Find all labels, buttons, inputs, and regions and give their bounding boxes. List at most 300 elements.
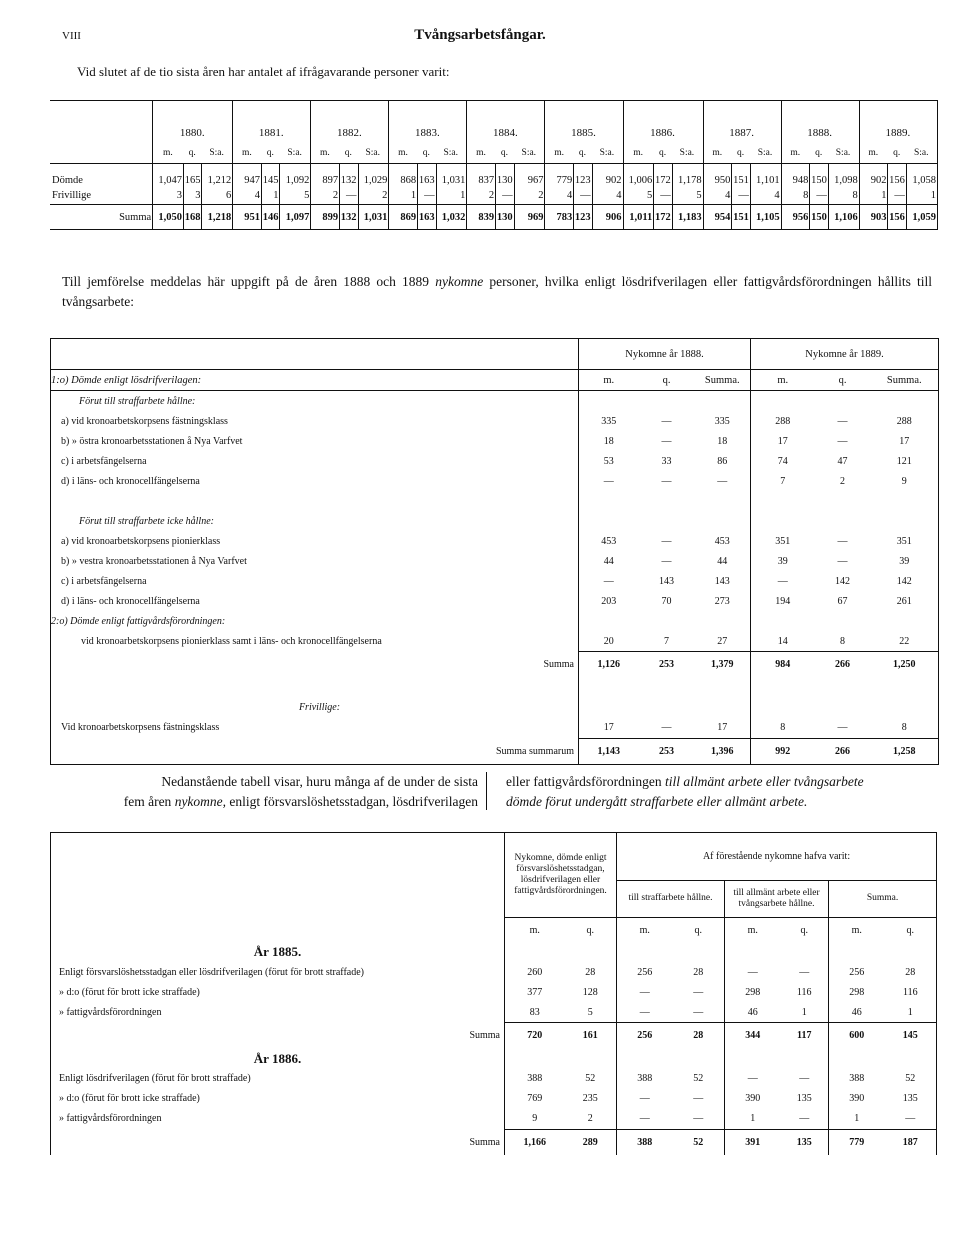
empty-cell xyxy=(751,511,815,531)
cell: 163 xyxy=(418,205,436,230)
subcol-header: S:a. xyxy=(358,143,389,164)
mq-header: q. xyxy=(673,918,725,943)
cell: 146 xyxy=(262,205,280,230)
data-cell: 8 xyxy=(871,718,939,739)
cell: 4 xyxy=(545,186,574,205)
data-cell: 46 xyxy=(747,1006,758,1018)
data-cell: 377 xyxy=(505,982,565,1002)
cell: 868 xyxy=(389,164,418,187)
subcol-header: q. xyxy=(418,143,436,164)
summa-summarum-cell: 1,258 xyxy=(871,738,939,765)
data-row-label: a) vid kronoarbetskorpsens pionierklass xyxy=(51,531,579,551)
year-header: 1887. xyxy=(703,101,781,144)
decade-table xyxy=(50,100,938,230)
data-cell: 7 xyxy=(664,635,669,647)
group-header: Nykomne år 1889. xyxy=(751,339,939,370)
sub-header: Summa. xyxy=(829,880,937,917)
data-cell: 52 xyxy=(885,1069,937,1089)
subcol-header: m. xyxy=(153,143,184,164)
cell: 902 xyxy=(859,164,888,187)
data-cell: 28 xyxy=(565,962,617,982)
cell: 8 xyxy=(828,186,859,205)
subsection-title: Förut till straffarbete hållne: xyxy=(51,391,579,412)
data-row-label: c) i arbetsfängelserna xyxy=(51,451,579,471)
cell: 123 xyxy=(574,205,592,230)
cell: 3 xyxy=(153,186,184,205)
cell: 954 xyxy=(703,205,732,230)
subcol-header: S:a. xyxy=(828,143,859,164)
empty-cell xyxy=(639,511,695,531)
data-cell: — xyxy=(673,1109,725,1130)
data-cell: 351 xyxy=(751,531,815,551)
cell: 897 xyxy=(311,164,340,187)
empty-cell xyxy=(751,698,815,718)
empty-cell xyxy=(639,391,695,412)
cell: 1,031 xyxy=(358,205,389,230)
cell: 1,032 xyxy=(436,205,467,230)
subcol-header: q. xyxy=(262,143,280,164)
empty-cell xyxy=(815,391,871,412)
empty-cell xyxy=(639,678,695,698)
empty-cell xyxy=(871,511,939,531)
data-row-label: Vid kronoarbetskorpsens fästningsklass xyxy=(51,718,579,739)
data-cell: 261 xyxy=(871,591,939,611)
cell: 948 xyxy=(781,164,810,187)
data-cell: 335 xyxy=(695,411,751,431)
empty-cell xyxy=(695,611,751,631)
data-cell: — xyxy=(837,535,848,547)
data-row-label: Enligt lösdrifverilagen (förut för brott straffade) xyxy=(51,1069,505,1089)
t1-corner xyxy=(50,101,153,144)
cell: 1 xyxy=(859,186,888,205)
year-label: År 1886. xyxy=(51,1049,505,1069)
right-line-2: dömde förut undergått straffarbete eller allmänt arbete. xyxy=(506,794,808,809)
data-cell: 388 xyxy=(637,1073,653,1084)
subcol-header: S:a. xyxy=(750,143,781,164)
subcol-header: q. xyxy=(732,143,750,164)
cell: 150 xyxy=(810,205,828,230)
empty-cell xyxy=(505,942,565,962)
data-cell: 1 xyxy=(854,1113,860,1124)
col1-header: Nykomne, dömde enligt försvarslöshetsstadgan, lösdrifverilagen eller fattigvårdsförordningen. xyxy=(505,833,617,918)
cell: 1,105 xyxy=(750,205,781,230)
cell: 163 xyxy=(418,164,436,187)
data-row-label: a) vid kronoarbetskorpsens fästningsklass xyxy=(51,411,579,431)
data-cell: 7 xyxy=(751,471,815,491)
subcol-header: m. xyxy=(311,143,340,164)
cell: 3 xyxy=(183,186,201,205)
cell: 906 xyxy=(592,205,623,230)
t3-corner xyxy=(51,918,505,943)
data-cell: 256 xyxy=(637,966,653,978)
data-cell: 39 xyxy=(871,551,939,571)
section-1-title: 1:o) Dömde enligt lösdrifverilagen: xyxy=(51,370,579,391)
cell: 1,092 xyxy=(280,164,311,187)
cell: 145 xyxy=(262,164,280,187)
cell: 5 xyxy=(623,186,654,205)
cell: 1,050 xyxy=(153,205,184,230)
column-header: q. xyxy=(639,370,695,391)
cell: 947 xyxy=(233,164,262,187)
page-number: VIII xyxy=(62,30,81,42)
summa-cell: 52 xyxy=(673,1129,725,1155)
subcol-header: S:a. xyxy=(514,143,545,164)
data-cell: — xyxy=(781,962,829,982)
data-cell: 1 xyxy=(750,1113,756,1124)
comparison-paragraph xyxy=(62,272,932,312)
cell: 2 xyxy=(514,186,545,205)
cell: 1,106 xyxy=(828,205,859,230)
data-cell: 9 xyxy=(505,1109,565,1130)
data-cell: 135 xyxy=(885,1089,937,1109)
empty-cell xyxy=(565,1049,617,1069)
cell: 1,097 xyxy=(280,205,311,230)
column-header: Summa. xyxy=(871,370,939,391)
data-cell: — xyxy=(661,722,672,733)
cell: 903 xyxy=(859,205,888,230)
cell: 5 xyxy=(672,186,703,205)
data-cell: — xyxy=(639,986,650,998)
data-cell: — xyxy=(751,571,815,591)
empty-cell xyxy=(695,491,751,511)
cell: 1,031 xyxy=(436,164,467,187)
column-header: m. xyxy=(579,370,639,391)
data-cell: 288 xyxy=(871,411,939,431)
subcol-header: m. xyxy=(467,143,496,164)
data-cell: 273 xyxy=(695,591,751,611)
subcol-header: q. xyxy=(574,143,592,164)
mq-header: m. xyxy=(639,924,650,936)
empty-cell xyxy=(871,391,939,412)
summa-cell: 135 xyxy=(781,1129,829,1155)
year-header: 1882. xyxy=(311,101,389,144)
empty-cell xyxy=(565,942,617,962)
empty-cell xyxy=(579,391,639,412)
cell: 969 xyxy=(514,205,545,230)
data-cell: 388 xyxy=(849,1073,865,1084)
table3-intro-right xyxy=(506,772,930,812)
data-cell: 9 xyxy=(871,471,939,491)
data-cell: 18 xyxy=(695,431,751,451)
empty-cell xyxy=(829,942,885,962)
summa-summarum-cell: 1,143 xyxy=(579,738,639,765)
data-cell: 128 xyxy=(565,982,617,1002)
data-cell: — xyxy=(695,471,751,491)
data-cell: 453 xyxy=(695,531,751,551)
subcol-header: m. xyxy=(623,143,654,164)
data-cell: — xyxy=(661,435,672,447)
data-cell: 390 xyxy=(745,1093,761,1104)
data-cell: 203 xyxy=(601,595,617,607)
cell: 4 xyxy=(750,186,781,205)
data-cell: — xyxy=(639,1006,650,1018)
year-header: 1883. xyxy=(389,101,467,144)
data-cell: — xyxy=(673,982,725,1002)
subcol-header: q. xyxy=(183,143,201,164)
column-divider xyxy=(486,772,487,810)
data-cell: — xyxy=(837,722,848,733)
empty-cell xyxy=(829,1049,885,1069)
sub-header: till straffarbete hållne. xyxy=(617,880,725,917)
para1-italic: nykomne xyxy=(435,274,484,289)
subcol-header: q. xyxy=(496,143,514,164)
subcol-header: m. xyxy=(781,143,810,164)
subcol-header: S:a. xyxy=(280,143,311,164)
cell: 1,059 xyxy=(906,205,937,230)
summa-cell: 28 xyxy=(673,1023,725,1049)
data-cell: 769 xyxy=(505,1089,565,1109)
cell: 1,058 xyxy=(906,164,937,187)
summa-summarum-cell: 253 xyxy=(639,738,695,765)
data-cell: 116 xyxy=(885,982,937,1002)
cell: 1 xyxy=(906,186,937,205)
empty-cell xyxy=(751,491,815,511)
data-cell: 39 xyxy=(751,551,815,571)
cell: 172 xyxy=(654,205,672,230)
subcol-header: m. xyxy=(703,143,732,164)
data-cell: 390 xyxy=(849,1093,865,1104)
table3-intro-left xyxy=(62,772,478,812)
data-cell: 86 xyxy=(695,451,751,471)
summa-cell: 1,126 xyxy=(579,652,639,678)
spacer xyxy=(51,491,579,511)
data-cell: 52 xyxy=(673,1069,725,1089)
cell: 1,218 xyxy=(202,205,233,230)
cell: 899 xyxy=(311,205,340,230)
subcol-header: S:a. xyxy=(592,143,623,164)
data-cell: 47 xyxy=(837,455,848,467)
data-cell: — xyxy=(661,415,672,427)
empty-cell xyxy=(751,391,815,412)
cell: 172 xyxy=(654,164,672,187)
data-cell: 17 xyxy=(751,431,815,451)
cell: 4 xyxy=(233,186,262,205)
summa-cell: 1,166 xyxy=(505,1129,565,1155)
data-cell: 8 xyxy=(751,718,815,739)
cell: 967 xyxy=(514,164,545,187)
cell: 2 xyxy=(358,186,389,205)
summa-summarum-label: Summa summarum xyxy=(51,738,579,765)
para1-after: personer, hvilka enligt lösdrifverilagen eller fattigvårdsförordningen hållits till tvångsarbete: xyxy=(62,274,933,309)
cell: 132 xyxy=(340,205,358,230)
cell: 132 xyxy=(340,164,358,187)
empty-cell xyxy=(751,678,815,698)
group-header: Nykomne år 1888. xyxy=(579,339,751,370)
subcol-header: m. xyxy=(859,143,888,164)
data-cell: 17 xyxy=(871,431,939,451)
t1-corner xyxy=(50,143,153,164)
empty-cell xyxy=(871,491,939,511)
subcol-header: m. xyxy=(545,143,574,164)
cell: 4 xyxy=(703,186,732,205)
cell: 168 xyxy=(183,205,201,230)
year-header: 1888. xyxy=(781,101,859,144)
cell: — xyxy=(732,186,750,205)
empty-cell xyxy=(695,391,751,412)
empty-cell xyxy=(639,698,695,718)
data-cell: — xyxy=(639,1093,650,1104)
summa-cell: 266 xyxy=(815,652,871,678)
cell: 156 xyxy=(888,164,906,187)
t3-corner xyxy=(51,833,505,918)
cell: 1,183 xyxy=(672,205,703,230)
cell: 151 xyxy=(732,205,750,230)
intro-text: Vid slutet af de tio sista åren har antalet af ifrågavarande personer varit: xyxy=(77,64,450,79)
year-header: 1886. xyxy=(623,101,703,144)
data-cell: 1 xyxy=(781,1002,829,1023)
empty-cell xyxy=(871,678,939,698)
data-cell: 20 xyxy=(603,635,614,647)
mq-header: m. xyxy=(747,924,758,936)
data-cell: — xyxy=(837,435,848,447)
cell: 1 xyxy=(262,186,280,205)
subcol-header: q. xyxy=(340,143,358,164)
summa-cell: 600 xyxy=(829,1023,885,1049)
empty-cell xyxy=(695,698,751,718)
frivillige-title: Frivillige: xyxy=(51,698,579,718)
data-cell: 8 xyxy=(840,635,845,647)
data-cell: 260 xyxy=(505,962,565,982)
empty-cell xyxy=(815,698,871,718)
group-header: Af förestående nykomne hafva varit: xyxy=(617,833,937,881)
empty-cell xyxy=(639,491,695,511)
subcol-header: m. xyxy=(233,143,262,164)
cell: 1 xyxy=(436,186,467,205)
mq-header: q. xyxy=(781,918,829,943)
empty-cell xyxy=(695,678,751,698)
data-cell: 116 xyxy=(781,982,829,1002)
left-line-2: fem åren nykomne, enligt försvarslöshetsstadgan, lösdrifverilagen xyxy=(123,794,478,809)
data-cell: — xyxy=(837,555,848,567)
cell: 8 xyxy=(781,186,810,205)
data-cell: 53 xyxy=(603,455,614,467)
year-header: 1885. xyxy=(545,101,623,144)
year-label: År 1885. xyxy=(51,942,505,962)
data-cell: 142 xyxy=(835,575,850,587)
subcol-header: S:a. xyxy=(906,143,937,164)
data-cell: 1 xyxy=(885,1002,937,1023)
cell: — xyxy=(574,186,592,205)
summa-cell: 391 xyxy=(725,1129,781,1155)
year-header: 1880. xyxy=(153,101,233,144)
cell: 779 xyxy=(545,164,574,187)
data-cell: 52 xyxy=(565,1069,617,1089)
para1-before: Till jemförelse meddelas här uppgift på de åren 1888 och 1889 xyxy=(62,274,430,289)
data-cell: 28 xyxy=(885,962,937,982)
subcol-header: q. xyxy=(810,143,828,164)
data-cell: 44 xyxy=(695,551,751,571)
sub-header: till allmänt arbete eller tvångsarbete hållne. xyxy=(725,880,829,917)
data-cell: 142 xyxy=(871,571,939,591)
data-cell: 121 xyxy=(871,451,939,471)
cell: 2 xyxy=(311,186,340,205)
cell: 1,178 xyxy=(672,164,703,187)
empty-cell xyxy=(815,611,871,631)
empty-cell xyxy=(617,1049,673,1069)
summa-cell: 779 xyxy=(829,1129,885,1155)
cell: 123 xyxy=(574,164,592,187)
data-cell: 194 xyxy=(751,591,815,611)
t2-corner xyxy=(51,339,579,370)
data-row-label: b) » vestra kronoarbetsstationen å Nya Varfvet xyxy=(51,551,579,571)
empty-cell xyxy=(579,678,639,698)
data-cell: 33 xyxy=(661,455,672,467)
summa-cell: 720 xyxy=(505,1023,565,1049)
data-cell: — xyxy=(639,1113,650,1124)
data-cell: 298 xyxy=(849,986,865,998)
summa-label: Summa xyxy=(51,1023,505,1049)
cell: 1 xyxy=(389,186,418,205)
cell: 165 xyxy=(183,164,201,187)
summa-cell: 253 xyxy=(639,652,695,678)
summa-cell: 1,250 xyxy=(871,652,939,678)
right-line-1: eller fattigvårdsförordningen till allmänt arbete eller tvångsarbete xyxy=(506,774,864,789)
empty-cell xyxy=(885,942,937,962)
cell: — xyxy=(496,186,514,205)
spacer xyxy=(51,678,579,698)
summa-summarum-cell: 1,396 xyxy=(695,738,751,765)
data-row-label: » d:o (förut för brott icke straffade) xyxy=(51,982,505,1002)
empty-cell xyxy=(579,491,639,511)
empty-cell xyxy=(617,942,673,962)
data-row-label: b) » östra kronoarbetsstationen å Nya Varfvet xyxy=(51,431,579,451)
data-row-label: d) i läns- och kronocellfängelserna xyxy=(51,591,579,611)
mq-header: q. xyxy=(885,918,937,943)
empty-cell xyxy=(815,678,871,698)
data-cell: — xyxy=(661,555,672,567)
year-header: 1884. xyxy=(467,101,545,144)
summa-cell: 256 xyxy=(617,1023,673,1049)
column-header: m. xyxy=(751,370,815,391)
data-row-label: vid kronoarbetskorpsens pionierklass samt i läns- och kronocellfängelserna xyxy=(51,631,579,652)
data-row-label: » d:o (förut för brott icke straffade) xyxy=(51,1089,505,1109)
cell: 150 xyxy=(810,164,828,187)
data-cell: 335 xyxy=(601,415,617,427)
cell: 869 xyxy=(389,205,418,230)
summa-cell: 117 xyxy=(781,1023,829,1049)
cell: — xyxy=(340,186,358,205)
summa-cell: 187 xyxy=(885,1129,937,1155)
summa-cell: 984 xyxy=(751,652,815,678)
cell: 839 xyxy=(467,205,496,230)
data-cell: — xyxy=(603,575,614,587)
year-header: 1881. xyxy=(233,101,311,144)
empty-cell xyxy=(579,611,639,631)
empty-cell xyxy=(639,611,695,631)
data-cell: 28 xyxy=(673,962,725,982)
data-cell: 256 xyxy=(849,966,865,978)
data-cell: 143 xyxy=(695,571,751,591)
data-cell: — xyxy=(781,1069,829,1089)
left-line-1: Nedanstående tabell visar, huru många af de under de sista xyxy=(161,774,478,789)
empty-cell xyxy=(815,511,871,531)
column-header: q. xyxy=(815,370,871,391)
cell: — xyxy=(654,186,672,205)
cell: 1,006 xyxy=(623,164,654,187)
cell: 6 xyxy=(202,186,233,205)
cell: — xyxy=(810,186,828,205)
cell: 1,212 xyxy=(202,164,233,187)
cell: 783 xyxy=(545,205,574,230)
data-cell: 235 xyxy=(565,1089,617,1109)
subcol-header: S:a. xyxy=(672,143,703,164)
summa-cell: 1,379 xyxy=(695,652,751,678)
row-label-2: Summa xyxy=(50,205,153,230)
summa-cell: 388 xyxy=(617,1129,673,1155)
subcol-header: q. xyxy=(888,143,906,164)
data-cell: 351 xyxy=(871,531,939,551)
data-cell: 74 xyxy=(751,451,815,471)
